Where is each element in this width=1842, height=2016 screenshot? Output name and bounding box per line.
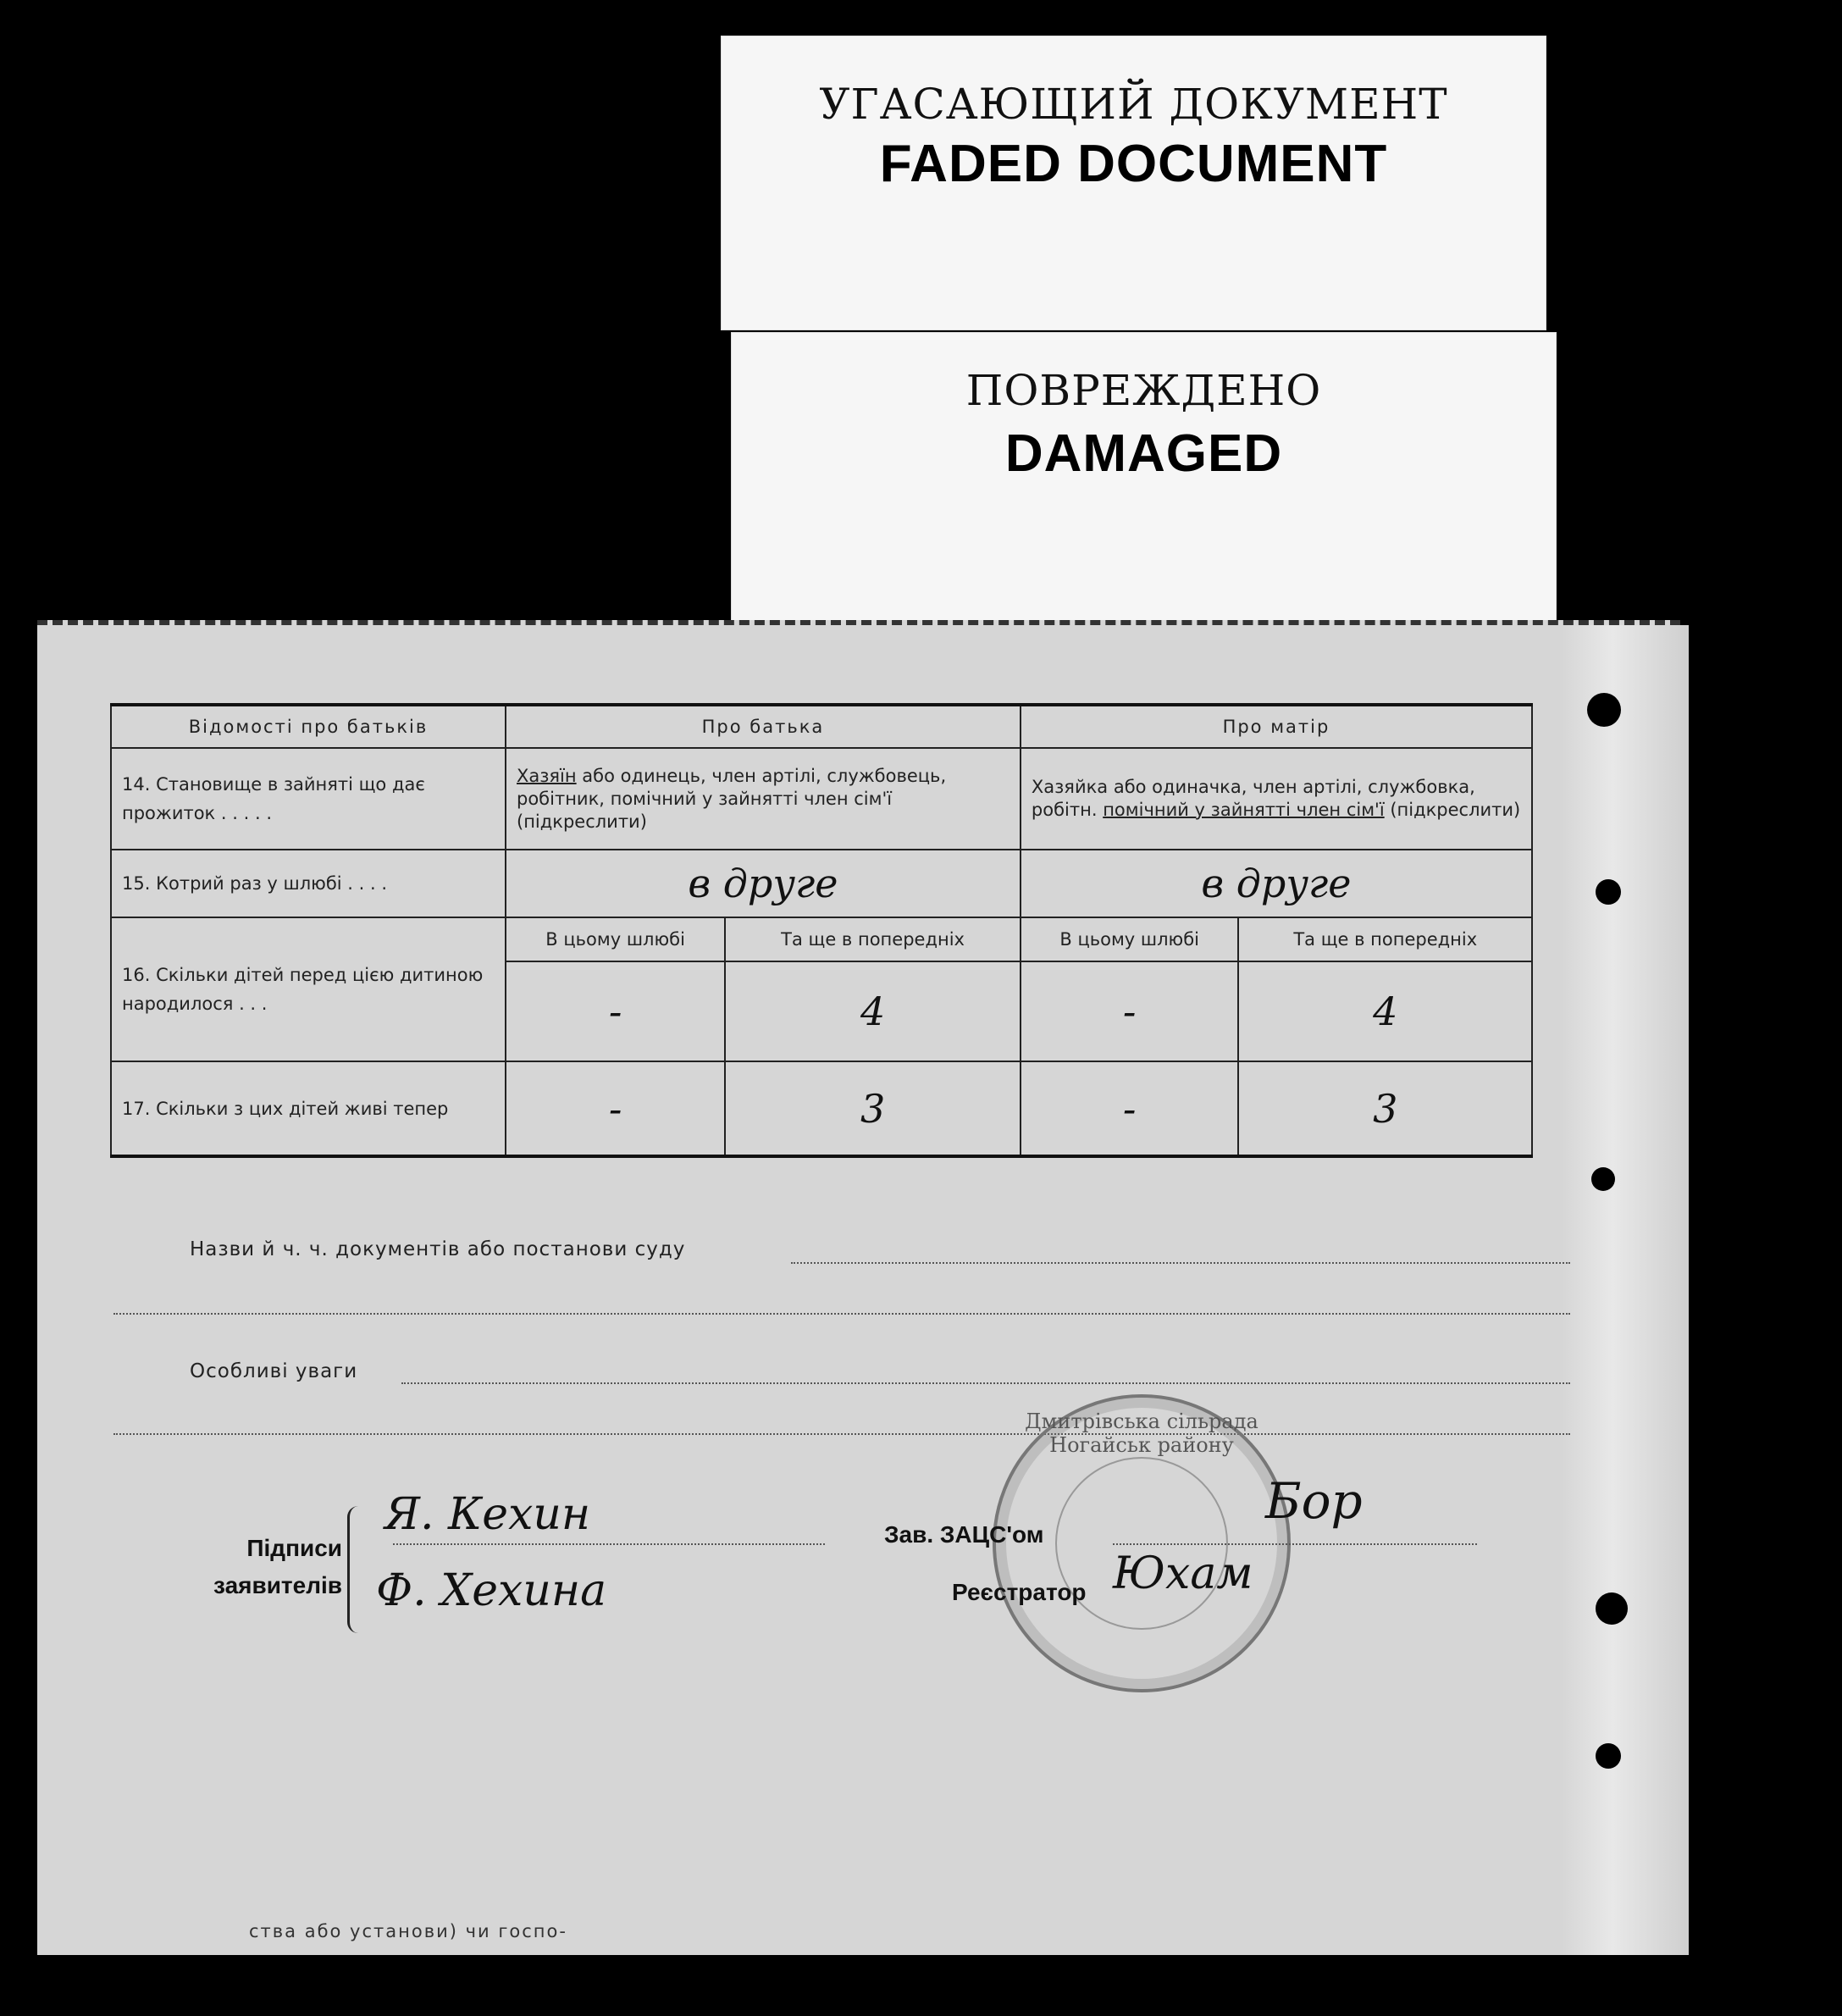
row17-m-this: - — [1021, 1061, 1239, 1156]
row16-f-prev: 4 — [725, 961, 1021, 1061]
signature-brace — [347, 1506, 358, 1633]
damage-hole — [1596, 1743, 1621, 1769]
damaged-label — [731, 332, 1557, 624]
damage-hole — [1587, 693, 1621, 727]
row14-mother-underlined: помічний у зайнятті член сім'ї — [1103, 800, 1385, 820]
table-header-row — [111, 705, 1532, 748]
header-father: Про батька — [506, 705, 1021, 748]
sub-previous-father: Та ще в попередніх — [725, 917, 1021, 961]
faded-document-label — [721, 36, 1546, 330]
header-info: Відомості про батьків — [111, 705, 506, 748]
row14-father — [506, 748, 1021, 850]
seal-text: Дмитрівська сільрада Ногайськ району — [1025, 1410, 1258, 1457]
row15-mother: в друге — [1021, 850, 1532, 917]
faded-label-en: FADED DOCUMENT — [879, 135, 1388, 193]
row15-father: в друге — [506, 850, 1021, 917]
damaged-label-en: DAMAGED — [1004, 424, 1283, 483]
row16-f-this: - — [506, 961, 725, 1061]
documents-field-line — [791, 1262, 1570, 1264]
damage-hole — [1596, 879, 1621, 905]
row17-f-prev: 3 — [725, 1061, 1021, 1156]
head-zags-label: Зав. ЗАЦС'ом — [884, 1521, 1044, 1548]
table-subheader-row — [111, 917, 1532, 961]
head-signature-line — [1113, 1543, 1477, 1545]
row14-label: 14. Становище в зайняті що дає прожиток . . . . . — [111, 748, 506, 850]
row14-mother — [1021, 748, 1532, 850]
row16-m-this: - — [1021, 961, 1239, 1061]
row16-label: 16. Скільки дітей перед цією дитиною народилося . . . — [111, 917, 506, 1061]
sub-this-marriage-mother: В цьому шлюбі — [1021, 917, 1239, 961]
row15-label: 15. Котрий раз у шлюбі . . . . — [111, 850, 506, 917]
document-sheet — [37, 620, 1680, 1955]
row14-father-underlined: Хазяїн — [517, 765, 577, 786]
remarks-field-line — [401, 1382, 1570, 1384]
remarks-field-label: Особливі уваги — [190, 1360, 358, 1382]
table-row — [111, 850, 1532, 917]
faded-label-ru: УГАСАЮЩИЙ ДОКУМЕНТ — [819, 80, 1448, 129]
documents-field-line-2 — [113, 1313, 1570, 1315]
row17-f-this: - — [506, 1061, 725, 1156]
sub-previous-mother: Та ще в попередніх — [1238, 917, 1532, 961]
table-row — [111, 748, 1532, 850]
table-row — [111, 1061, 1532, 1156]
applicant-signature-2: Ф. Хехина — [376, 1565, 607, 1616]
applicants-label-line-1: Підписи — [246, 1535, 342, 1561]
underlying-sheet-fragment: ства або установи) чи госпо- — [249, 1921, 567, 1941]
damaged-label-ru: ПОВРЕЖДЕНО — [965, 366, 1322, 415]
damage-hole — [1591, 1167, 1615, 1191]
parents-info-table — [110, 703, 1533, 1158]
row14-mother-rest: (підкреслити) — [1384, 800, 1521, 820]
row16-m-prev: 4 — [1238, 961, 1532, 1061]
applicant-signature-1: Я. Кехин — [384, 1489, 591, 1540]
damage-hole — [1596, 1592, 1628, 1625]
applicants-signatures-label — [164, 1530, 342, 1604]
registrar-label: Реєстратор — [952, 1579, 1087, 1605]
signature-line-1 — [393, 1543, 825, 1545]
row14-mother-start: Хазяйка або одиначка, член артілі, службовка, робітн. — [1031, 777, 1475, 820]
registrar-signature: Юхам — [1113, 1548, 1253, 1599]
row17-m-prev: 3 — [1238, 1061, 1532, 1156]
sub-this-marriage-father: В цьому шлюбі — [506, 917, 725, 961]
header-mother: Про матір — [1021, 705, 1532, 748]
applicants-label-line-2: заявителів — [213, 1572, 342, 1598]
remarks-field-line-2 — [113, 1433, 1570, 1435]
head-signature: Бор — [1265, 1472, 1363, 1530]
torn-edge — [1562, 625, 1689, 1955]
row14-father-rest: або одинець, член артілі, службовець, робітник, помічний у зайнятті член сім'ї (підкреслити) — [517, 765, 947, 832]
documents-field-label: Назви й ч. ч. документів або постанови суду — [190, 1238, 686, 1260]
row17-label: 17. Скільки з цих дітей живі тепер — [111, 1061, 506, 1156]
